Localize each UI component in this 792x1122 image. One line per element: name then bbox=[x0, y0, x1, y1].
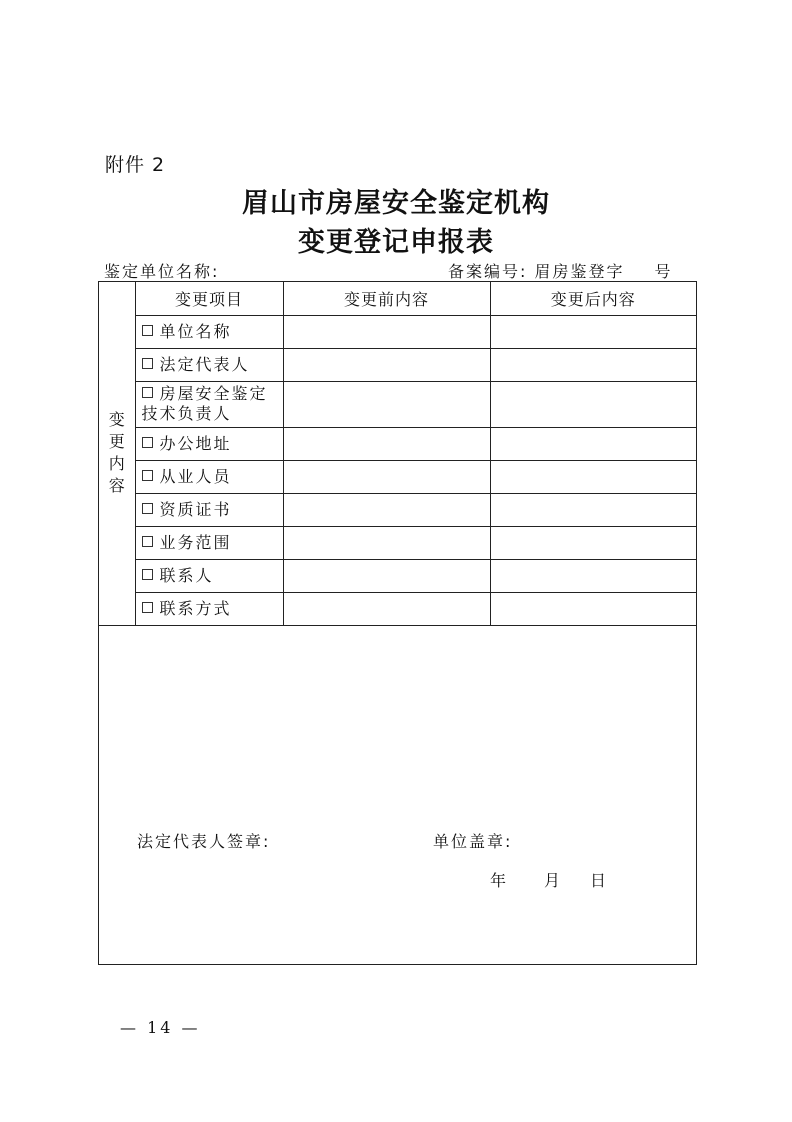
before-content-cell[interactable] bbox=[283, 526, 490, 559]
item-staff[interactable]: 从业人员 bbox=[135, 460, 283, 493]
record-number-suffix: 号 bbox=[654, 262, 673, 281]
after-content-cell[interactable] bbox=[490, 348, 696, 381]
header-after-content: 变更后内容 bbox=[490, 282, 696, 315]
checkbox-icon[interactable] bbox=[142, 358, 153, 369]
before-content-cell[interactable] bbox=[283, 315, 490, 348]
before-content-cell[interactable] bbox=[283, 592, 490, 625]
header-change-item: 变更项目 bbox=[135, 282, 283, 315]
checkbox-icon[interactable] bbox=[142, 503, 153, 514]
checkbox-icon[interactable] bbox=[142, 602, 153, 613]
change-table bbox=[99, 282, 696, 626]
after-content-cell[interactable] bbox=[490, 559, 696, 592]
item-contact-method[interactable]: 联系方式 bbox=[135, 592, 283, 625]
before-content-cell[interactable] bbox=[283, 381, 490, 427]
after-content-cell[interactable] bbox=[490, 460, 696, 493]
before-content-cell[interactable] bbox=[283, 493, 490, 526]
before-content-cell[interactable] bbox=[283, 460, 490, 493]
checkbox-icon[interactable] bbox=[142, 325, 153, 336]
checkbox-icon[interactable] bbox=[142, 569, 153, 580]
after-content-cell[interactable] bbox=[490, 526, 696, 559]
after-content-cell[interactable] bbox=[490, 493, 696, 526]
table-row bbox=[99, 493, 696, 526]
date-line bbox=[490, 868, 606, 891]
item-unit-name[interactable]: 单位名称 bbox=[135, 315, 283, 348]
date-month-label: 月 bbox=[544, 871, 561, 890]
table-row bbox=[99, 526, 696, 559]
before-content-cell[interactable] bbox=[283, 559, 490, 592]
checkbox-icon[interactable] bbox=[142, 536, 153, 547]
record-number bbox=[448, 259, 673, 282]
date-year-label: 年 bbox=[490, 871, 507, 890]
form-title-line-2: 变更登记申报表 bbox=[298, 227, 494, 258]
after-content-cell[interactable] bbox=[490, 381, 696, 427]
change-registration-form bbox=[98, 281, 697, 965]
table-row bbox=[99, 315, 696, 348]
item-contact-person[interactable]: 联系人 bbox=[135, 559, 283, 592]
checkbox-icon[interactable] bbox=[142, 470, 153, 481]
attachment-label: 附件 2 bbox=[105, 154, 166, 176]
item-office-address[interactable]: 办公地址 bbox=[135, 427, 283, 460]
change-content-side-label: 变 更 内 容 bbox=[99, 282, 135, 625]
before-content-cell[interactable] bbox=[283, 348, 490, 381]
before-content-cell[interactable] bbox=[283, 427, 490, 460]
after-content-cell[interactable] bbox=[490, 592, 696, 625]
form-title-line-1: 眉山市房屋安全鉴定机构 bbox=[242, 188, 550, 219]
table-row bbox=[99, 427, 696, 460]
after-content-cell[interactable] bbox=[490, 427, 696, 460]
record-number-label: 备案编号: 眉房鉴登字 bbox=[448, 262, 625, 281]
table-row bbox=[99, 381, 696, 427]
checkbox-icon[interactable] bbox=[142, 387, 153, 398]
header-before-content: 变更前内容 bbox=[283, 282, 490, 315]
table-row bbox=[99, 348, 696, 381]
item-qualification-certificate[interactable]: 资质证书 bbox=[135, 493, 283, 526]
legal-rep-signature-label: 法定代表人签章: bbox=[137, 832, 271, 851]
item-legal-representative[interactable]: 法定代表人 bbox=[135, 348, 283, 381]
date-day-label: 日 bbox=[590, 871, 607, 890]
table-row bbox=[99, 460, 696, 493]
table-row bbox=[99, 592, 696, 625]
item-technical-director[interactable]: 房屋安全鉴定技术负责人 bbox=[135, 381, 283, 427]
table-row bbox=[99, 559, 696, 592]
checkbox-icon[interactable] bbox=[142, 437, 153, 448]
after-content-cell[interactable] bbox=[490, 315, 696, 348]
unit-name-label: 鉴定单位名称: bbox=[104, 262, 220, 281]
page-number: — 14 — bbox=[120, 1018, 201, 1037]
unit-seal-label: 单位盖章: bbox=[433, 832, 513, 851]
item-business-scope[interactable]: 业务范围 bbox=[135, 526, 283, 559]
